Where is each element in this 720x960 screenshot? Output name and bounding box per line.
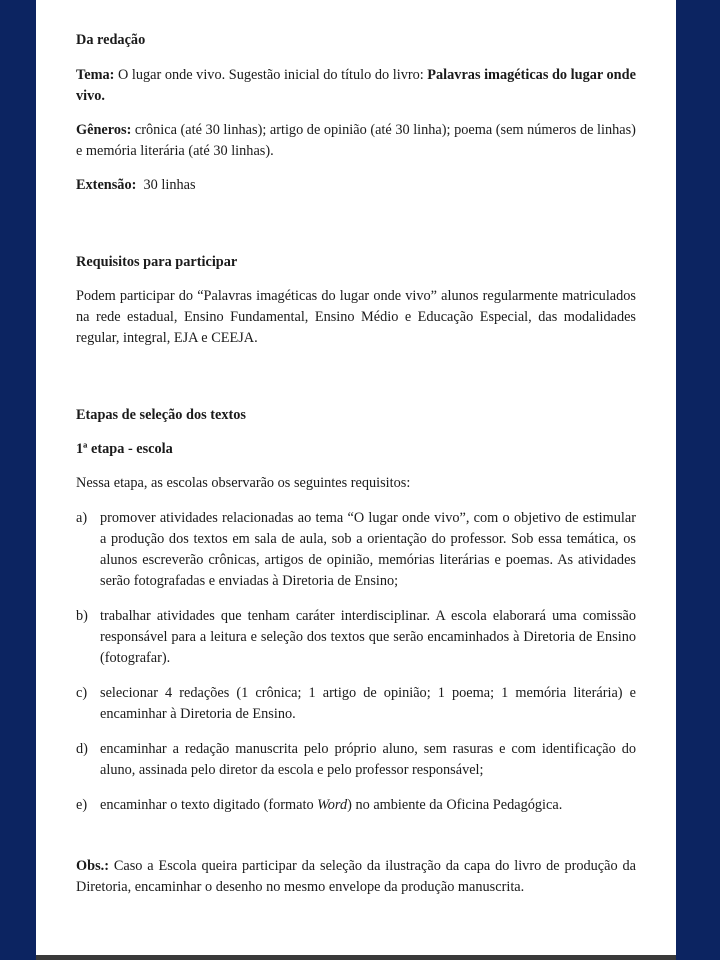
list-item	[76, 508, 636, 592]
list-item-text: selecionar 4 redações (1 crônica; 1 artigo de opinião; 1 poema; 1 memória literária) e encaminhar à Diretoria de Ensino.	[100, 685, 636, 722]
list-item-text: encaminhar a redação manuscrita pelo próprio aluno, sem rasuras e com identificação do aluno, assinada pelo diretor da escola e pelo professor responsável;	[100, 741, 636, 778]
list-item	[76, 606, 636, 669]
extensao-text: 30 linhas	[136, 177, 196, 193]
list-item-text-italic: Word	[317, 797, 348, 813]
list-item-text: trabalhar atividades que tenham caráter interdisciplinar. A escola elaborará uma comissão responsável para a leitura e seleção dos textos que serão encaminhados à Diretoria de Ensino (fotografar).	[100, 608, 636, 666]
page-bottom-rule	[36, 955, 676, 960]
generos-text: crônica (até 30 linhas); artigo de opinião (até 30 linha); poema (sem números de linhas) e memória literária (até 30 linhas).	[76, 122, 636, 159]
list-item-text: promover atividades relacionadas ao tema “O lugar onde vivo”, com o objetivo de estimular a produção dos textos em sala de aula, sob a orientação do professor. Sob essa temática, os alunos escreverão crônicas, artigos de opinião, memórias literárias e poemas. As atividades serão fotografadas e enviadas à Diretoria de Ensino;	[100, 510, 636, 589]
generos-paragraph	[76, 120, 636, 162]
list-item	[76, 739, 636, 781]
extensao-label: Extensão:	[76, 177, 137, 193]
etapa-1-subheading: 1ª etapa - escola	[76, 441, 173, 457]
tema-title: Palavras imagéticas do lugar onde vivo.	[76, 67, 636, 104]
etapas-heading: Etapas de seleção dos textos	[76, 407, 246, 423]
list-marker: d)	[76, 741, 88, 757]
generos-label: Gêneros:	[76, 122, 132, 138]
list-item	[76, 795, 636, 816]
list-item-text-after: ) no ambiente da Oficina Pedagógica.	[347, 797, 563, 813]
tema-paragraph	[76, 65, 636, 107]
obs-label: Obs.:	[76, 858, 109, 874]
requirements-list	[76, 508, 636, 816]
list-item	[76, 683, 636, 725]
obs-paragraph	[76, 856, 636, 898]
list-marker: a)	[76, 510, 88, 526]
obs-text: Caso a Escola queira participar da seleção da ilustração da capa do livro de produção da Diretoria, encaminhar o desenho no mesmo envelope da produção manuscrita.	[76, 858, 636, 895]
requisitos-text: Podem participar do “Palavras imagéticas do lugar onde vivo” alunos regularmente matriculados na rede estadual, Ensino Fundamental, Ensino Médio e Educação Especial, das modalidades regular, integral, EJA e CEEJA.	[76, 288, 636, 346]
tema-text: O lugar onde vivo. Sugestão inicial do título do livro:	[114, 67, 428, 83]
list-marker: c)	[76, 685, 88, 701]
list-marker: b)	[76, 608, 88, 624]
document-page	[36, 0, 676, 955]
list-item-text-before: encaminhar o texto digitado (formato	[100, 797, 318, 813]
list-marker: e)	[76, 797, 88, 813]
tema-label: Tema:	[76, 67, 115, 83]
redacao-heading: Da redação	[76, 32, 146, 48]
requisitos-heading: Requisitos para participar	[76, 254, 238, 270]
extensao-paragraph	[76, 175, 636, 196]
etapas-intro: Nessa etapa, as escolas observarão os seguintes requisitos:	[76, 475, 411, 491]
